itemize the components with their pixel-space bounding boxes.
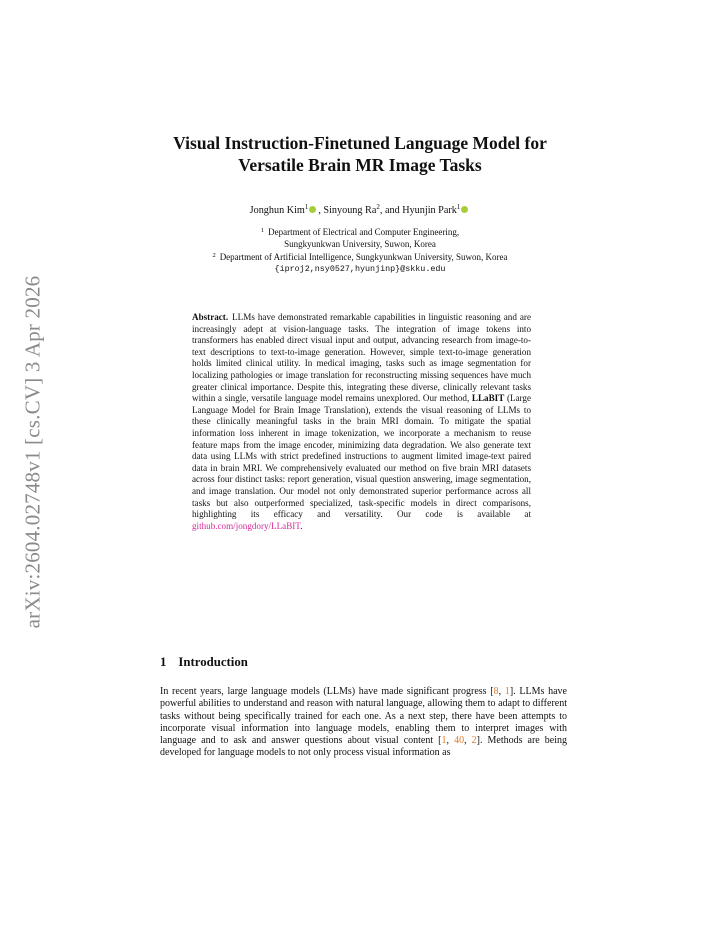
intro-text: In recent years, large language models (LLMs) have made significant progress [	[160, 686, 494, 697]
arxiv-identifier: arXiv:2604.02748v1 [cs.CV] 3 Apr 2026	[20, 275, 45, 629]
author-name: Sinyoung Ra	[323, 205, 377, 216]
orcid-icon[interactable]	[309, 206, 316, 213]
abstract-label: Abstract.	[192, 312, 229, 322]
citation-link[interactable]: 40	[454, 735, 465, 747]
author-affiliation-marker: 1	[304, 203, 309, 211]
affiliation-1-line-1: Department of Electrical and Computer Engineering,	[268, 227, 460, 237]
title-line-1: Visual Instruction-Finetuned Language Model for	[173, 133, 547, 153]
section-title: Introduction	[178, 655, 248, 669]
introduction-paragraph	[160, 686, 567, 760]
code-link[interactable]: github.com/jongdory/LLaBIT	[192, 520, 301, 531]
author-emails[interactable]: {iproj2,nsy0527,hyunjinp}@skku.edu	[274, 264, 446, 274]
citation-link[interactable]: 8	[493, 686, 499, 697]
citation-separator: ,	[464, 735, 472, 747]
abstract-end: .	[300, 520, 303, 531]
section-number: 1	[160, 655, 167, 669]
author-list	[160, 201, 560, 217]
author-affiliation-marker: 2	[376, 203, 380, 211]
author-affiliation-marker: 1	[456, 203, 461, 211]
citation-separator: ,	[446, 735, 455, 747]
affiliation-marker: 2	[212, 252, 216, 259]
citation-separator: ,	[498, 686, 505, 697]
affiliation-2	[140, 250, 580, 263]
citation-link[interactable]: 2	[471, 735, 477, 747]
title-line-2: Versatile Brain MR Image Tasks	[238, 155, 482, 175]
author-separator: , and	[379, 205, 400, 216]
citation-link[interactable]: 1	[504, 686, 510, 697]
section-heading	[160, 655, 248, 670]
affiliation-1	[140, 225, 580, 238]
orcid-icon[interactable]	[461, 206, 468, 213]
affiliations	[140, 225, 580, 275]
author-name: Jonghun Kim	[249, 205, 305, 216]
citation-link[interactable]: 1	[441, 735, 447, 747]
abstract-text-continued: (Large Language Model for Brain Image Translation), extends the visual reasoning of LLMs to these clinically meaningful tasks in the brain MRI domain. To mitigate the spatial information loss inherent in image tokenization, we incorporate a mechanism to reuse feature maps from the image encoder, minimizing data degradation. We also generate text data using LLMs with strict predefined instructions to augment limited image-text paired data in brain MRI. We comprehensively evaluated our method on five brain MRI datasets across four distinct tasks: report generation, visual question answering, image segmentation, and image translation. Our model not only demonstrated superior performance across all tasks but also outperformed specialized, task-specific models in direct comparisons, highlighting its efficacy and versatility. Our code is available at	[192, 393, 532, 520]
author-name: Hyunjin Park	[402, 205, 457, 216]
intro-text: ]. LLMs have powerful abilities to understand and reason with natural language, allowing them to adapt to different tasks without being specifically trained for each one. As a next step, there have been attempts to incorporate visual information into language models, enabling them to interpret images with language and to ask and answer questions about visual content [	[160, 686, 567, 747]
affiliation-marker: 1	[260, 227, 265, 234]
author-separator: ,	[318, 205, 321, 216]
intro-text: ]. Methods are being developed for language models to not only process visual information as	[160, 735, 568, 759]
paper-title	[130, 132, 590, 176]
abstract	[192, 312, 531, 532]
affiliation-2-line-1: Department of Artificial Intelligence, Sungkyunkwan University, Suwon, Korea	[219, 252, 508, 262]
abstract-text: LLMs have demonstrated remarkable capabilities in linguistic reasoning and are increasingly adept at vision-language tasks. The integration of image tokens into transformers has enabled direct visual input and output, advancing research from image-to-text descriptions to text-to-image generation. However, simple text-to-image generation holds limited clinical utility. In medical imaging, tasks such as image segmentation for localizing pathologies or image translation for reconstructing missing sequences have much greater clinical importance. Despite this, integrating these diverse, clinically relevant tasks within a single, versatile language model remains unexplored. Our method,	[192, 312, 531, 404]
affiliation-1-line-2: Sungkyunkwan University, Suwon, Korea	[284, 239, 436, 249]
method-name: LLaBIT	[471, 393, 505, 404]
